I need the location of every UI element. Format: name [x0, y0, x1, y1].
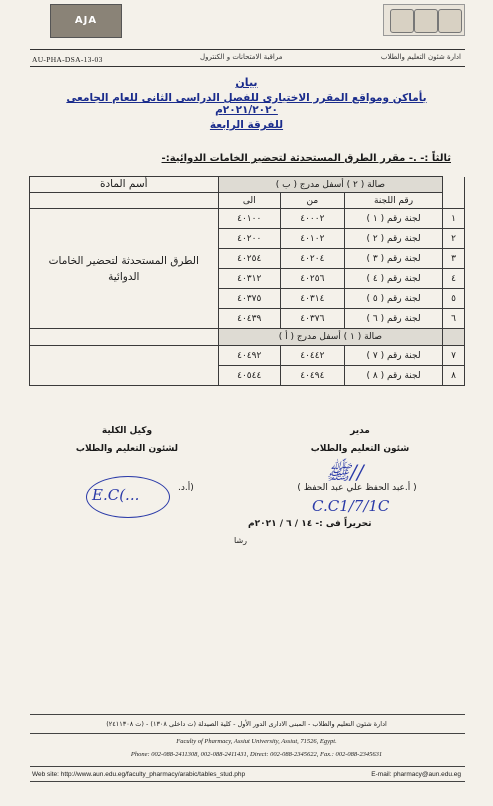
- table-row: ٥ لجنة رقم ( ٥ ) ٤٠٣١٤ ٤٠٣٧٥: [30, 289, 465, 309]
- vice-dean-signature-block: [52, 426, 202, 454]
- footer-arabic-address: ادارة شئون التعليم والطلاب - المبنى الادارى الدور الأول - كلية الصيدلة (ت داخلى ١٣٠٨) - (ت ٢٤١١٣٠٨): [106, 720, 387, 728]
- footer-rule: [30, 781, 465, 782]
- director-dept: شئون التعليم والطلاب: [310, 444, 410, 454]
- vice-dean-dept: لشئون التعليم والطلاب: [75, 444, 179, 454]
- section-heading: ثالثاً :- .- مقرر الطرق المستحدثة لتحضير الخامات الدوائية:-: [161, 153, 451, 164]
- document-title: [40, 76, 453, 131]
- from-header: من: [280, 193, 344, 209]
- university-logo: AJA: [50, 4, 122, 38]
- director-signature-scribble: ﷺ//: [326, 460, 364, 484]
- to-header: الى: [218, 193, 280, 209]
- subject-name: الطرق المستحدثة لتحضير الخامات الدوائية: [30, 209, 219, 329]
- table-row: ٦ لجنة رقم ( ٦ ) ٤٠٣٧٦ ٤٠٤٣٩: [30, 309, 465, 329]
- title-line-1: بيان: [235, 76, 258, 89]
- hall-b-label: صالة ( ٢ ) أسفل مدرج ( ب ): [218, 177, 443, 193]
- table-row: ٨ لجنة رقم ( ٨ ) ٤٠٤٩٤ ٤٠٥٤٤: [30, 366, 465, 386]
- footer-phones: Phone: 002-088-2411308, 002-088-2411431, Direct: 002-088-2345622, Fax.: 002-088-2345631: [130, 751, 383, 758]
- table-subheader-row: [30, 193, 465, 209]
- document-code: AU-PHA-DSA-13-03: [32, 55, 103, 64]
- footer-rule: [30, 766, 465, 767]
- issue-date: تحريراً فى :- ١٤ / ٦ / ٢٠٢١م: [248, 519, 372, 529]
- faculty-emblems: [383, 4, 465, 36]
- footer-rule: [30, 714, 465, 715]
- footer-rule: [30, 733, 465, 734]
- title-line-3: للفرقة الرابعة: [209, 119, 284, 131]
- hall-a-label: صالة ( ١ ) أسفل مدرج ( أ ): [218, 329, 443, 346]
- vice-dean-signature-scribble: E.C(...: [92, 486, 140, 504]
- table-row: ٤ لجنة رقم ( ٤ ) ٤٠٢٥٦ ٤٠٣١٢: [30, 269, 465, 289]
- clerk-initials: رشا: [234, 536, 248, 545]
- committee-header: رقم اللجنة: [344, 193, 442, 209]
- header-rule: [30, 66, 465, 67]
- control-unit-label: مراقبة الامتحانات و الكنترول: [200, 53, 283, 61]
- table-row: ٣ لجنة رقم ( ٣ ) ٤٠٢٠٤ ٤٠٢٥٤: [30, 249, 465, 269]
- department-label: ادارة شئون التعليم والطلاب: [380, 53, 461, 61]
- subject-header: أسم المادة: [30, 177, 219, 193]
- director-name: ( أ.عبد الحفظ علي عبد الحفظ ): [297, 483, 417, 493]
- table-row: ٢ لجنة رقم ( ٢ ) ٤٠١٠٢ ٤٠٢٠٠: [30, 229, 465, 249]
- vice-dean-title: وكيل الكلية: [101, 426, 153, 436]
- exam-locations-table: [29, 176, 465, 386]
- emblem-icon: [414, 9, 438, 33]
- footer-english-address: Faculty of Pharmacy, Assiut University, Assiut, 71526, Egypt.: [176, 738, 337, 745]
- table-header-row: [30, 177, 465, 193]
- header-rule: [30, 49, 465, 50]
- table-row: ١ لجنة رقم ( ١ ) ٤٠٠٠٢ ٤٠١٠٠ الطرق المستحدثة لتحضير الخامات الدوائية: [30, 209, 465, 229]
- emblem-icon: [390, 9, 414, 33]
- hall-a-row: [30, 329, 465, 346]
- title-line-2: بأماكن ومواقع المقرر الاختيارى للفصل الدراسى الثانى للعام الجامعى ٢٠٢١/٢٠٢٠م: [66, 92, 427, 116]
- director-title: مدير: [350, 426, 370, 436]
- vice-dean-name: (أ.د.: [178, 483, 194, 493]
- director-signature-block: [290, 426, 430, 454]
- table-row: ٧ لجنة رقم ( ٧ ) ٤٠٤٤٢ ٤٠٤٩٢: [30, 346, 465, 366]
- handwritten-date: C.C1/7/1C: [312, 497, 390, 515]
- emblem-icon: [438, 9, 462, 33]
- email-link[interactable]: E-mail: pharmacy@aun.edu.eg: [371, 771, 461, 778]
- website-link[interactable]: Web site: http://www.aun.edu.eg/faculty_pharmacy/arabic/tables_stud.php: [32, 771, 246, 778]
